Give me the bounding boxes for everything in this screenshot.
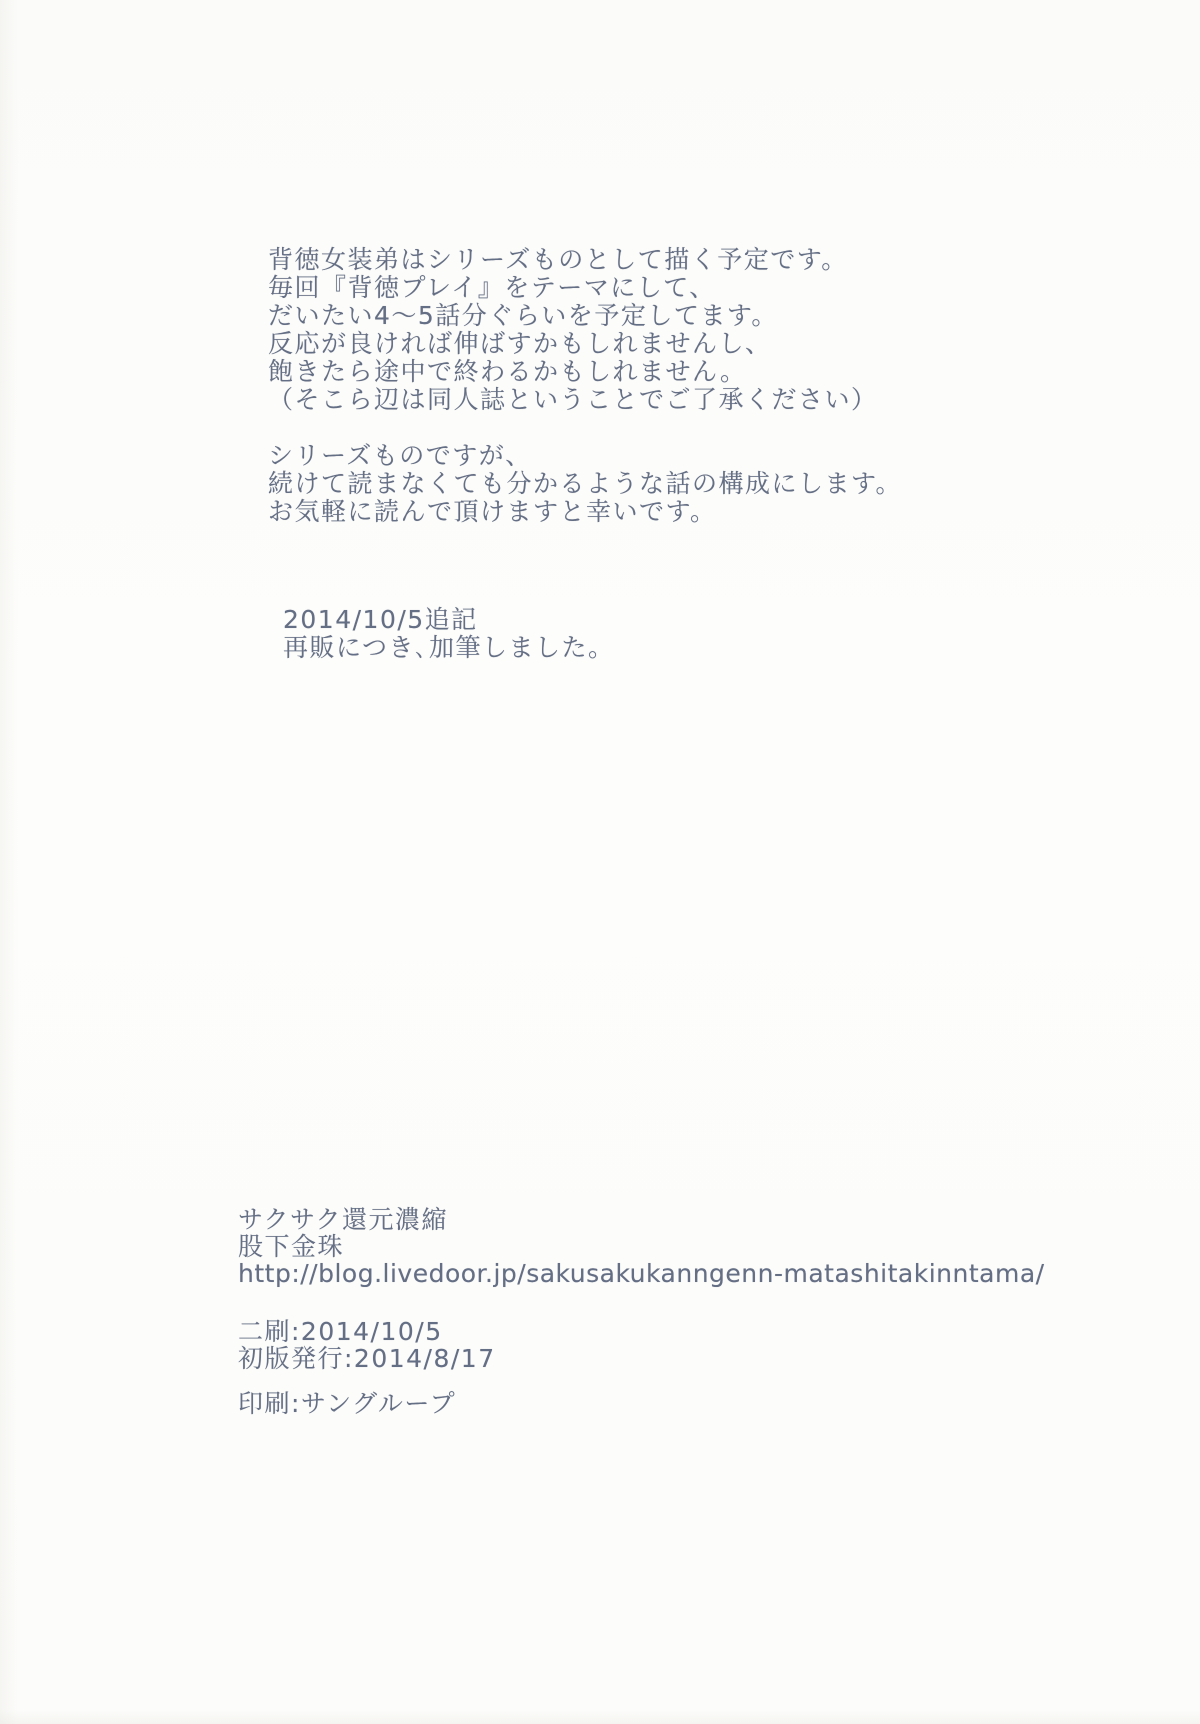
- second-printing-date: 二刷:2014/10/5: [238, 1317, 443, 1346]
- afterword-paragraph-2: [268, 442, 902, 526]
- afterword-paragraph-1: [268, 246, 878, 414]
- afterword-line: 続けて読まなくても分かるような話の構成にします。: [268, 469, 903, 498]
- afterword-line: シリーズものですが、: [268, 441, 532, 470]
- blog-url: http://blog.livedoor.jp/sakusakukanngenn-matashitakinntama/: [238, 1259, 1045, 1288]
- afterword-line: 背徳女装弟はシリーズものとして描く予定です。: [268, 245, 848, 274]
- addendum-date-line: 2014/10/5追記: [283, 605, 478, 634]
- addendum-note: [283, 606, 615, 662]
- addendum-text-line: 再販につき､加筆しました。: [283, 633, 615, 662]
- afterword-line: （そこら辺は同人誌ということでご了承ください）: [268, 385, 878, 414]
- colophon-identity: [238, 1206, 1045, 1287]
- afterword-line: だいたい4～5話分ぐらいを予定してます。: [268, 301, 778, 330]
- afterword-line: 飽きたら途中で終わるかもしれません。: [268, 357, 747, 386]
- author-name: 股下金珠: [238, 1232, 345, 1261]
- printer-name: 印刷:サングループ: [238, 1389, 457, 1418]
- first-printing-date: 初版発行:2014/8/17: [238, 1344, 496, 1373]
- afterword-line: 毎回『背徳プレイ』をテーマにして、: [268, 273, 716, 302]
- afterword-line: 反応が良ければ伸ばすかもしれませんし、: [268, 329, 772, 358]
- printing-dates: [238, 1318, 496, 1372]
- afterword-line: お気軽に読んで頂けますと幸いです。: [268, 497, 717, 526]
- circle-name: サクサク還元濃縮: [238, 1205, 449, 1234]
- printer-info: [238, 1390, 456, 1418]
